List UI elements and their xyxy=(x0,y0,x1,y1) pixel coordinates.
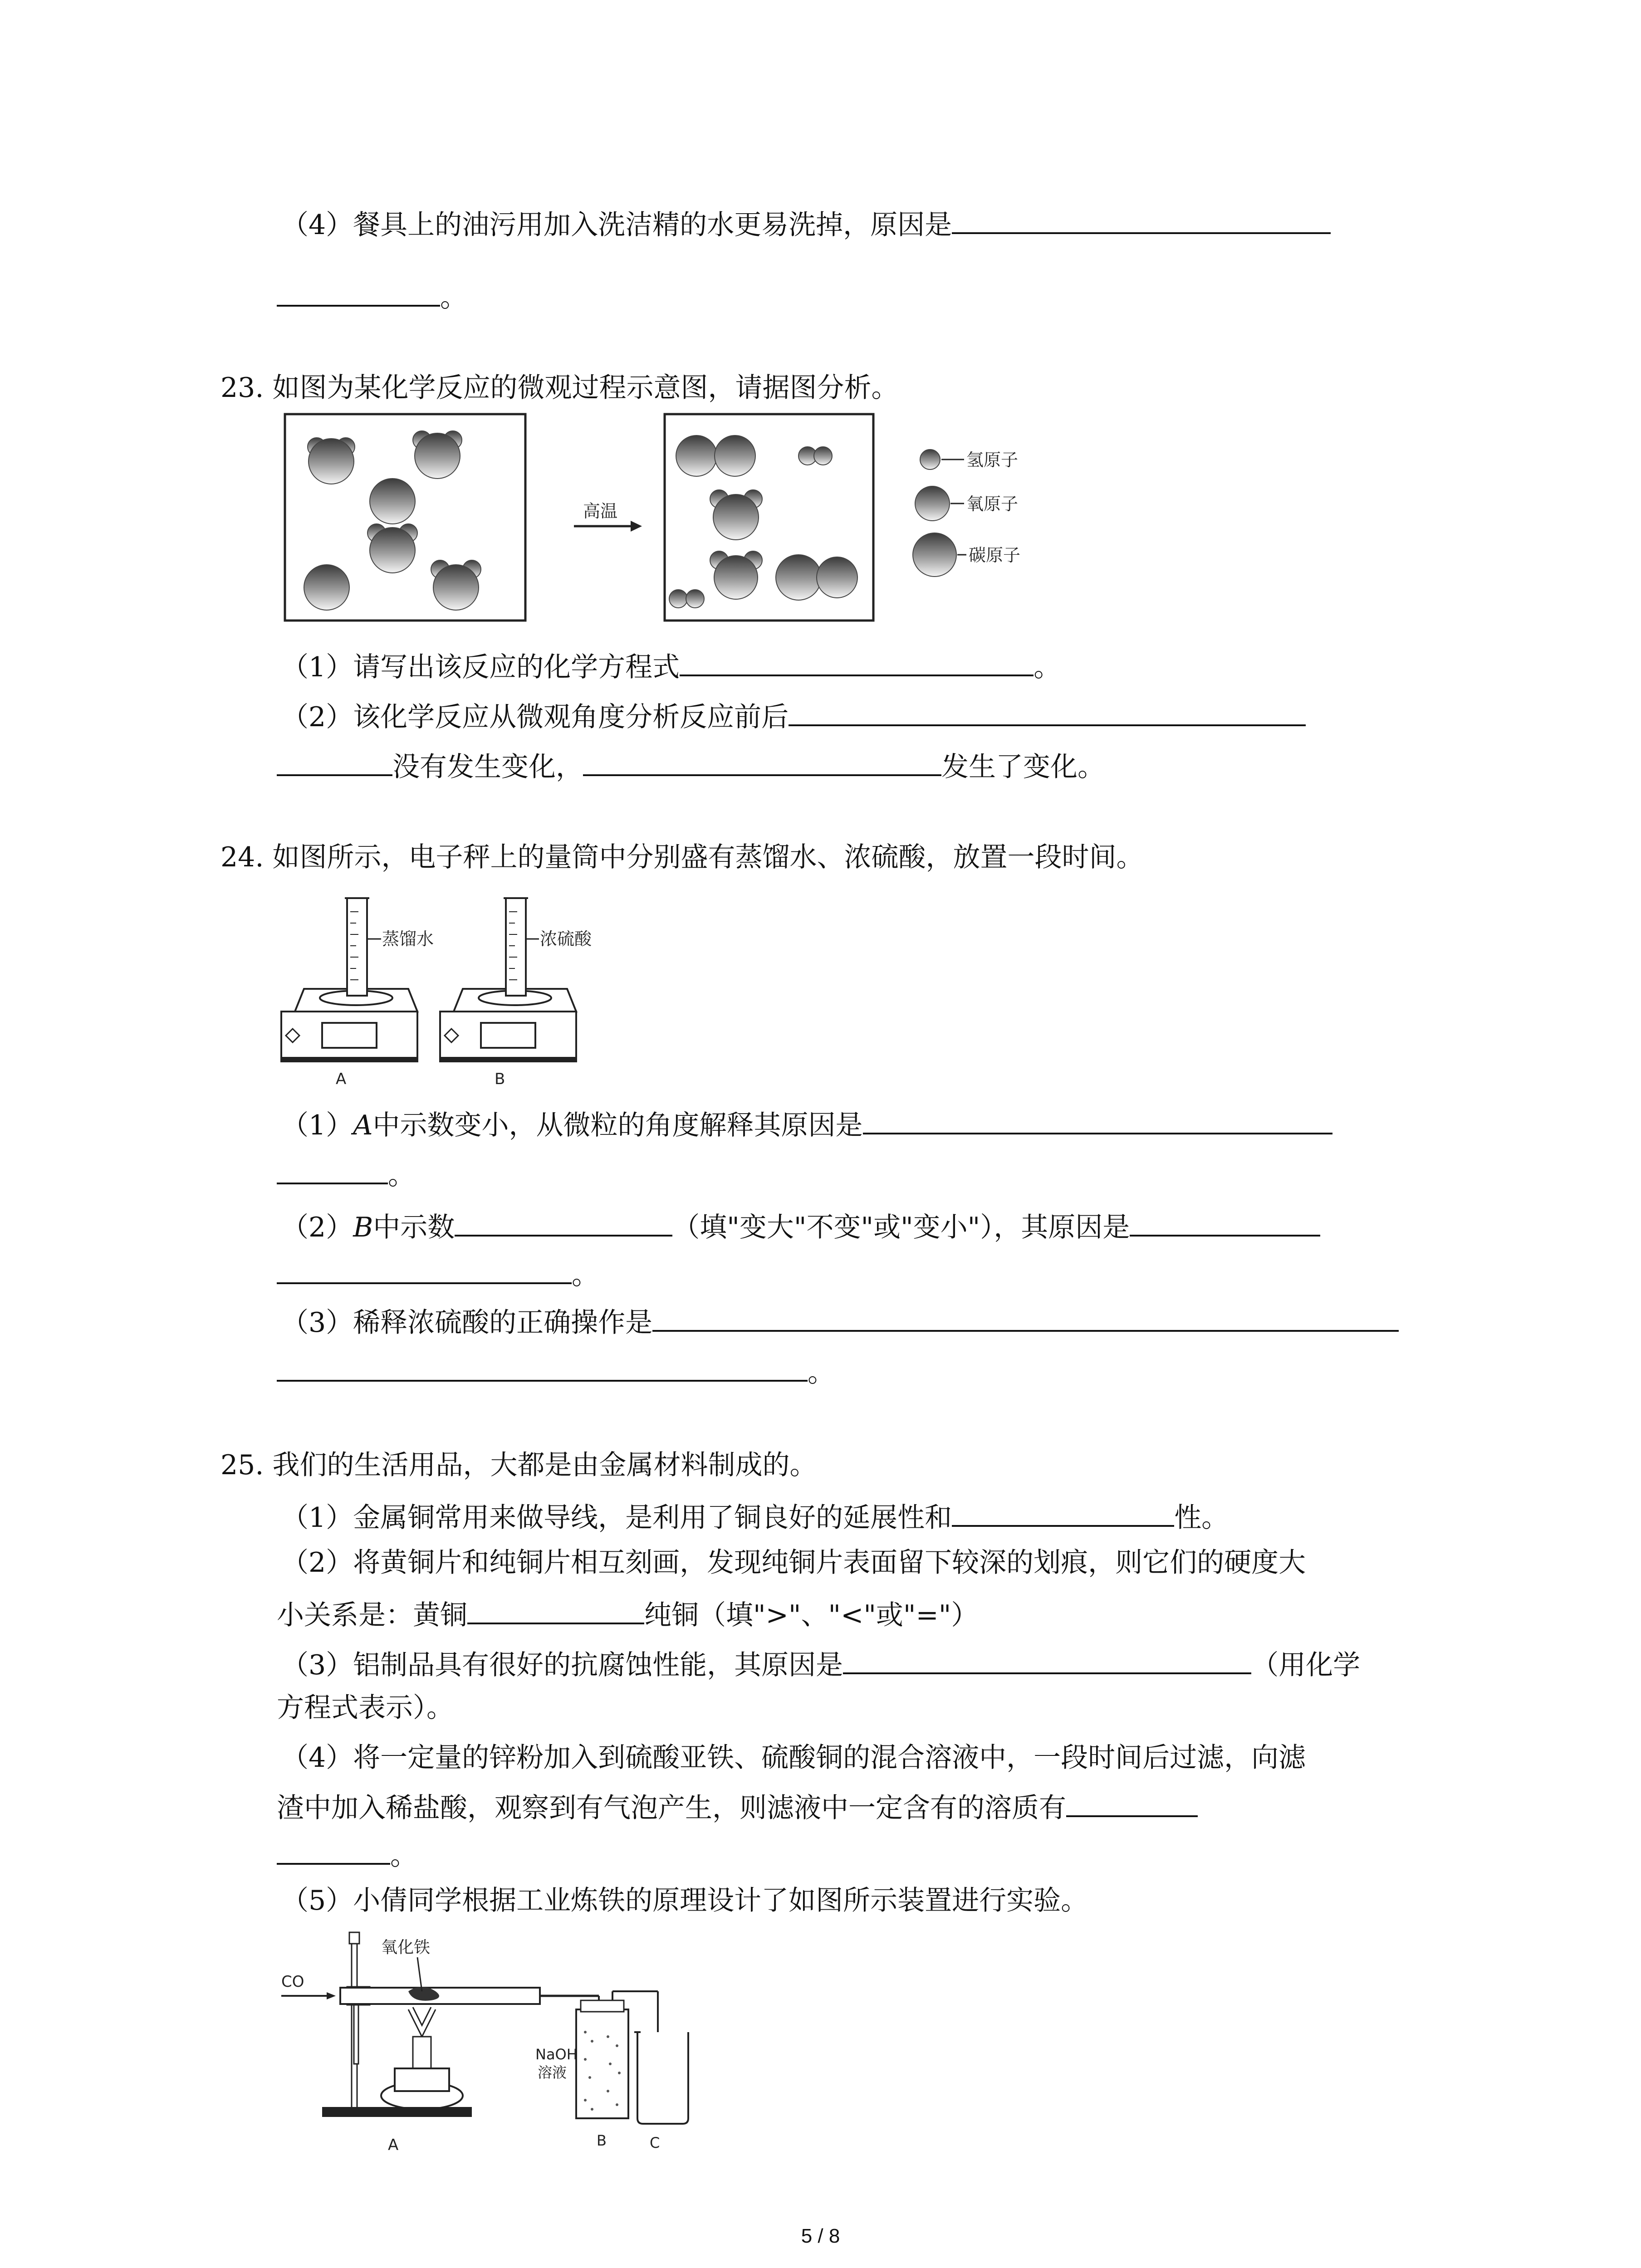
legend-hydrogen: 氢原子 xyxy=(966,450,1019,470)
electronic-scale-a xyxy=(281,898,434,1088)
q25-part3-line2: 方程式表示）。 xyxy=(277,1692,454,1724)
carbon-legend-icon xyxy=(913,533,956,577)
q25-part4-blank-1[interactable] xyxy=(1066,1787,1198,1817)
carbon-atom-1 xyxy=(370,479,415,524)
graduated-cylinder-b xyxy=(504,898,539,996)
q24-part3-blank-2[interactable] xyxy=(277,1352,808,1382)
q22-part4 xyxy=(281,204,1331,243)
q24-part2-blank-2[interactable] xyxy=(1130,1207,1320,1237)
after-reaction-box xyxy=(665,414,873,621)
q24-part2: （2）B中示数 （填"变大"不变"或"变小"），其原因是 xyxy=(281,1207,1320,1246)
q23-part1-blank[interactable] xyxy=(680,646,1034,676)
high-temperature-arrow xyxy=(574,501,642,532)
apparatus-c-beaker xyxy=(634,2032,688,2151)
label-scale-a: A xyxy=(336,1070,347,1088)
q22-part4-cont: 。 xyxy=(277,277,467,316)
q25-part2-line2: 小关系是：黄铜 纯铜（填">"、"<"或"="） xyxy=(277,1594,978,1633)
page-number: 5 / 8 xyxy=(801,2225,840,2247)
q23-part1: （1）请写出该反应的化学方程式 。 xyxy=(281,646,1061,685)
q24-part3-blank-1[interactable] xyxy=(652,1302,1399,1332)
q23-part2: （2）该化学反应从微观角度分析反应前后 xyxy=(281,696,1306,735)
label-concentrated-sulfuric-acid: 浓硫酸 xyxy=(540,929,592,949)
q25-part2-line1: （2）将黄铜片和纯铜片相互刻画，发现纯铜片表面留下较深的划痕，则它们的硬度大 xyxy=(281,1547,1306,1579)
graduated-cylinder-a xyxy=(345,898,381,996)
co-label: CO xyxy=(281,1973,304,1991)
solution-label: 溶液 xyxy=(538,2064,567,2081)
electronic-scale-b xyxy=(440,898,592,1088)
label-b: B xyxy=(597,2132,607,2149)
q24-part1-blank-1[interactable] xyxy=(863,1105,1332,1134)
q25-part4-cont: 。 xyxy=(277,1835,417,1874)
q23-stem: 23. 如图为某化学反应的微观过程示意图，请据图分析。 xyxy=(220,372,899,404)
arrow-label: 高温 xyxy=(583,501,618,521)
q24-balance-diagram xyxy=(272,885,635,1093)
alcohol-lamp xyxy=(413,2037,431,2068)
legend-carbon: 碳原子 xyxy=(969,545,1021,565)
naoh-label: NaOH xyxy=(535,2046,578,2063)
hard-glass-tube xyxy=(340,1988,540,2004)
q22-part4-text: （4）餐具上的油污用加入洗洁精的水更易洗掉，原因是 xyxy=(281,209,952,241)
label-distilled-water: 蒸馏水 xyxy=(382,929,434,949)
apparatus-a xyxy=(281,1932,576,2154)
q25-part1-blank[interactable] xyxy=(952,1497,1174,1527)
q25-part3: （3）铝制品具有很好的抗腐蚀性能，其原因是 （用化学 xyxy=(281,1644,1360,1683)
q25-part5: （5）小倩同学根据工业炼铁的原理设计了如图所示装置进行实验。 xyxy=(281,1885,1088,1916)
hydrogen-legend-icon xyxy=(920,450,940,469)
q25-part3-blank[interactable] xyxy=(843,1644,1251,1674)
q25-stem: 25. 我们的生活用品，大都是由金属材料制成的。 xyxy=(220,1449,817,1481)
q22-part4-blank-1[interactable] xyxy=(952,204,1331,234)
q24-part1: （1）A中示数变小，从微粒的角度解释其原因是 xyxy=(281,1105,1332,1144)
q25-ironmaking-apparatus xyxy=(272,1928,726,2164)
legend-oxygen: 氧原子 xyxy=(966,494,1019,514)
iron-oxide-label: 氧化铁 xyxy=(381,1938,431,1957)
q23-part2-cont: 没有发生变化， 发生了变化。 xyxy=(277,746,1105,785)
carbon-atom-2 xyxy=(304,565,349,610)
q24-part2-cont: 。 xyxy=(277,1254,599,1293)
label-c: C xyxy=(650,2134,660,2151)
q24-part1-cont: 。 xyxy=(277,1154,415,1193)
q25-part4-line2: 渣中加入稀盐酸，观察到有气泡产生，则滤液中一定含有的溶质有 xyxy=(277,1787,1198,1826)
before-reaction-box xyxy=(285,414,525,621)
q25-part4-blank-2[interactable] xyxy=(277,1835,390,1865)
label-scale-b: B xyxy=(495,1070,505,1088)
q23-reaction-diagram xyxy=(272,411,1270,633)
q24-part2-blank-1[interactable] xyxy=(455,1207,672,1237)
q23-part2-blank-2[interactable] xyxy=(277,746,392,776)
q23-part2-blank-1[interactable] xyxy=(789,696,1306,726)
atom-legend xyxy=(913,450,1020,577)
water-molecule-1 xyxy=(308,438,355,484)
q25-part1: （1）金属铜常用来做导线，是利用了铜良好的延展性和 性。 xyxy=(281,1497,1229,1536)
q24-part1-blank-2[interactable] xyxy=(277,1154,388,1184)
oxygen-legend-icon xyxy=(915,486,950,521)
q25-part2-blank[interactable] xyxy=(467,1594,644,1624)
q24-part2-blank-3[interactable] xyxy=(277,1254,572,1284)
q24-part3-cont: 。 xyxy=(277,1352,835,1391)
q25-part4-line1: （4）将一定量的锌粉加入到硫酸亚铁、硫酸铜的混合溶液中，一段时间后过滤，向滤 xyxy=(281,1742,1306,1774)
q24-part3: （3）稀释浓硫酸的正确操作是 xyxy=(281,1302,1399,1341)
q24-stem: 24. 如图所示，电子秤上的量筒中分别盛有蒸馏水、浓硫酸，放置一段时间。 xyxy=(220,841,1144,873)
q23-part2-blank-3[interactable] xyxy=(583,746,941,776)
label-a: A xyxy=(388,2136,399,2154)
q22-part4-blank-2[interactable] xyxy=(277,277,440,307)
stand-base xyxy=(322,2107,472,2117)
flame xyxy=(408,2007,436,2037)
